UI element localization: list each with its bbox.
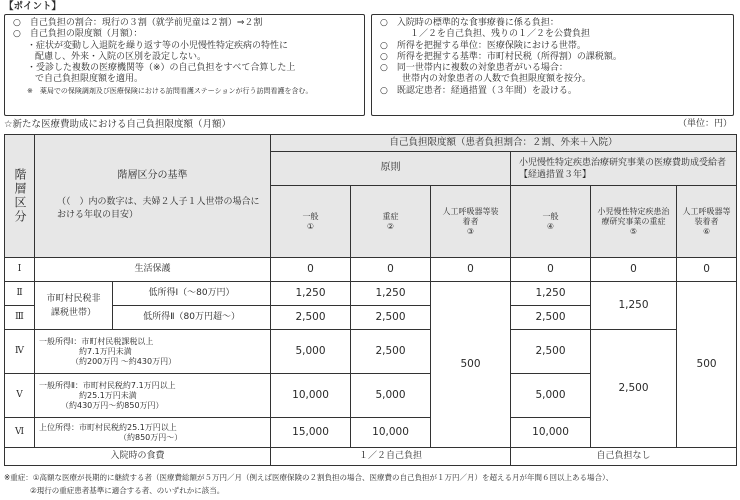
- point-multiple-patients: ○ 同一世帯内に複数の対象患者がいる場合：: [380, 63, 568, 74]
- r5-c4: 5,000: [511, 374, 591, 418]
- r5-c1: 10,000: [271, 374, 351, 418]
- copay-limit-table: [4, 134, 737, 466]
- footnote-1: ※重症：①高額な医療が長期的に継続する者（医療費総額が５万円／月（例えば医療保険の２割負担の場合、医療費の自己負担が１万円／月）を超える月が年間６回以上ある場合）、: [4, 473, 614, 482]
- r1-c6: 0: [677, 258, 737, 282]
- r1-c4: 0: [511, 258, 591, 282]
- table-title: ☆新たな医療費助成における自己負担限度額（月額）: [4, 119, 232, 130]
- basis-upper-income: 上位所得：市町村民税約25.1万円以上 （約850万円～）: [35, 418, 271, 448]
- col-severe-2: 重症 ②: [351, 186, 431, 258]
- point-income-basis: ○ 所得を把握する基準：市町村民税（所得割）の課税額。: [380, 51, 622, 62]
- r4-c1: 5,000: [271, 330, 351, 374]
- col-ventilator-3: 人工呼吸器等装着者 ③: [431, 186, 511, 258]
- merged-c3: 500: [431, 282, 511, 448]
- col-general-4: 一般 ④: [511, 186, 591, 258]
- r3-c2: 2,500: [351, 306, 431, 330]
- basis-general-income-1: 一般所得Ⅰ：市町村民税課税以上 約7.1万円未満 （約200万円 ～約430万円）: [35, 330, 271, 374]
- point-copay-limit: ○ 自己負担の限度額（月額）：: [13, 29, 143, 40]
- points-box-left: [4, 14, 365, 116]
- r6-c2: 10,000: [351, 418, 431, 448]
- r1-c1: 0: [271, 258, 351, 282]
- point-meal-detail: １／２を自己負担、残りの１／２を公費負担: [410, 29, 591, 40]
- r4-c2: 2,500: [351, 330, 431, 374]
- tier-1: Ⅰ: [5, 258, 35, 282]
- point-limit-detail-2: 配慮し、外来・入院の区別を設定しない。: [35, 51, 207, 62]
- tier-2: Ⅱ: [5, 282, 35, 306]
- basis-low-income-2: 低所得Ⅱ（80万円超～）: [113, 306, 271, 330]
- point-limit-detail-4: で自己負担限度額を適用。: [35, 74, 144, 85]
- point-income-unit: ○ 所得を把握する単位：医療保険における世帯。: [380, 40, 586, 51]
- r3-c1: 2,500: [271, 306, 351, 330]
- r4-c4: 2,500: [511, 330, 591, 374]
- r2-c1: 1,250: [271, 282, 351, 306]
- points-box-right: [371, 14, 734, 116]
- r1-c3: 0: [431, 258, 511, 282]
- tier-header: 階層区分: [5, 135, 35, 258]
- basis-welfare: 生活保護: [35, 258, 271, 282]
- merged-c5-a: 1,250: [591, 282, 677, 330]
- merged-c5-b: 2,500: [591, 330, 677, 448]
- principle-header: 原則: [271, 152, 511, 186]
- col-severe-5: 小児慢性特定疾患治療研究事業の重症 ⑤: [591, 186, 677, 258]
- point-copay-rate: ○ 自己負担の割合：現行の３割（就学前児童は２割）⇒２割: [13, 18, 263, 28]
- meal-label: 入院時の食費: [5, 448, 271, 466]
- tier-6: Ⅵ: [5, 418, 35, 448]
- r2-c2: 1,250: [351, 282, 431, 306]
- r6-c4: 10,000: [511, 418, 591, 448]
- tier-3: Ⅲ: [5, 306, 35, 330]
- merged-c6: 500: [677, 282, 737, 448]
- point-limit-detail-3: ・受診した複数の医療機関等（※）の自己負担をすべて合算した上: [27, 63, 296, 74]
- point-multiple-detail: 世帯内の対象患者の人数で負担限度額を按分。: [402, 74, 592, 85]
- group-nontaxable: 市町村民税非課税世帯）: [35, 282, 113, 330]
- basis-title: 階層区分の基準: [117, 169, 188, 181]
- r6-c1: 15,000: [271, 418, 351, 448]
- point-meal-cost: ○ 入院時の標準的な食事療養に係る負担：: [380, 18, 559, 28]
- point-limit-detail-1: ・症状が変動し入退院を繰り返す等の小児慢性特定疾病の特性に: [27, 40, 289, 51]
- r5-c2: 5,000: [351, 374, 431, 418]
- r1-c5: 0: [591, 258, 677, 282]
- footnote-2: ②現行の重症患者基準に適合する者、のいずれかに該当。: [30, 486, 225, 495]
- col-general-1: 一般 ①: [271, 186, 351, 258]
- r3-c4: 2,500: [511, 306, 591, 330]
- basis-low-income-1: 低所得Ⅰ（～80万円）: [113, 282, 271, 306]
- r1-c2: 0: [351, 258, 431, 282]
- basis-general-income-2: 一般所得Ⅱ：市町村民税約7.1万円以上 約25.1万円未満 （約430万円～約850万円）: [35, 374, 271, 418]
- basis-header: [35, 135, 271, 258]
- basis-note: （（ ）内の数字は、夫婦２人子１人世帯の場合における年収の目安）: [57, 197, 260, 221]
- transitional-header: 小児慢性特定疾患治療研究事業の医療費助成受給者【経過措置３年】: [511, 152, 737, 186]
- limit-header: 自己負担限度額（患者負担割合：２割、外来＋入院）: [271, 135, 737, 152]
- tier-4: Ⅳ: [5, 330, 35, 374]
- point-note: ※ 薬局での保険調剤及び医療保険における訪問看護ステーションが行う訪問看護を含む。: [27, 86, 313, 95]
- point-label: 【ポイント】: [4, 1, 62, 12]
- meal-transitional: 自己負担なし: [511, 448, 737, 466]
- col-ventilator-6: 人工呼吸器等装着者 ⑥: [677, 186, 737, 258]
- r2-c4: 1,250: [511, 282, 591, 306]
- meal-principle: １／２自己負担: [271, 448, 511, 466]
- point-existing-patients: ○ 既認定患者：経過措置（３年間）を設ける。: [380, 85, 577, 96]
- unit-label: （単位：円）: [677, 119, 732, 129]
- tier-5: Ⅴ: [5, 374, 35, 418]
